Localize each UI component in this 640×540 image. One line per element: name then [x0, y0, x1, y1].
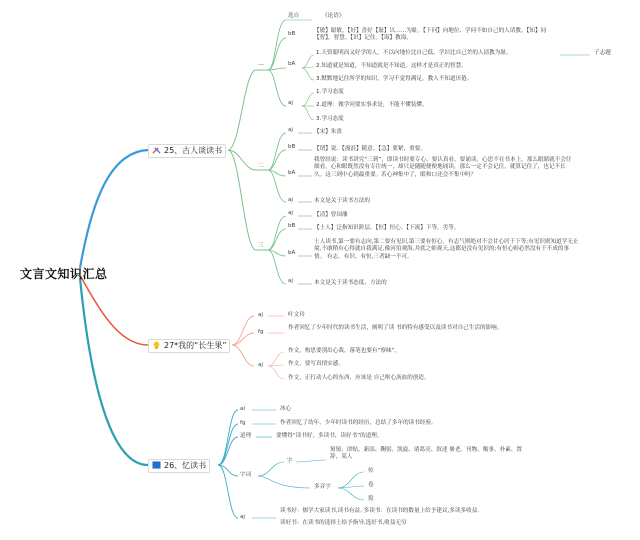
- sec1-analysis-1: 1.学习态度: [316, 89, 344, 95]
- sec3-words: 【士人】泛指知识阶层。【恒】恒心。【下流】下等，劣等。: [314, 225, 460, 231]
- sec3-analysis: 本文是关于读书态度、方法的: [314, 280, 387, 286]
- sec1-analysis-label: aj: [288, 100, 293, 106]
- b26-polyphone-1: 传: [368, 468, 374, 474]
- b26-summary: 作者回忆了幼年、少年时读书的经历，总结了多年的读书经验。: [280, 420, 437, 426]
- sec1-roman: 一: [258, 63, 264, 69]
- b26-r3-label: 道理: [240, 433, 252, 439]
- b27-summary: 作者回忆了少年时代的读书生活，阐明了读 书的特有感受以及读书对自己生活的影响。: [288, 325, 503, 331]
- sec3-meaning: 士人读书,第一要有志向,第二要有见识,第三要有恒心。有志气则绝对不会甘心居于下等;有见识则知道学无止境,不敢稍有心得就自我满足,像河伯观海,井底之蛙观天,这都是没有见识的;有恒心则必然没有干不成的事情。 有志、有识、有恒,三者缺一不可。: [314, 239, 579, 260]
- sec2-meaning-label: bA: [288, 170, 296, 176]
- node-26-recalling-reading[interactable]: [148, 459, 210, 473]
- b26-r2-label: fg: [240, 420, 246, 426]
- sec1-source-label: 选自: [288, 13, 300, 19]
- tools-icon: [152, 146, 161, 154]
- sec2-analysis: 本文是关于读书方法的: [314, 198, 370, 204]
- sec2-words: 【谓】说。【漫浪】随意。【急】要紧，重要。: [314, 146, 426, 152]
- b27-r2-label: fg: [258, 329, 264, 335]
- node-26-label: 26、忆读书: [164, 461, 207, 470]
- sec2-meaning: 我曾经说：读书讲究“三到”，即读书时要专心、要认真看、要诵读。心思不在书本上，那么眼睛就不会仔细看，心和眼既然没有专注统一，却只是随随便便地诵读，那么一定不会记住，就算记住了，也记不长久。这三到中心到最重要。若心神集中了，眼和口还会不集中吗？: [314, 157, 572, 178]
- trunk-27: [80, 275, 148, 345]
- sec2-author-label: aj: [288, 127, 293, 133]
- b26-reading-good-books: 读好书：在读书的选择上给予指导,选好书,收益无穷: [280, 520, 407, 526]
- b26-reading-good: 读书好：儒学大家读书,读书有益, 多读书：在读书的数量上给予建议,多读多收益.: [280, 508, 480, 514]
- sec2-words-label: bB: [288, 144, 296, 150]
- b27-insight-2: 作文，要写真情实感。: [288, 361, 344, 367]
- sec1-source: 《论语》: [322, 13, 345, 19]
- b26-polyphone-label: 多音字: [314, 484, 331, 490]
- b26-principle: 要懂得“读书好，多读书，读好书”的道理。: [276, 433, 383, 439]
- flag-icon: [152, 461, 161, 469]
- b26-char-node: 字: [287, 458, 293, 464]
- sec3-roman: 三: [258, 243, 264, 249]
- node-27-my-longevity-fruit[interactable]: [148, 339, 230, 353]
- b27-r1-label: aj: [258, 312, 263, 318]
- b26-words-label: 字词: [240, 472, 252, 478]
- b27-insight-3: 作文，正打动人心的东西，应该是 自己呕心沥血的创造。: [288, 375, 430, 381]
- sec3-author-label: aj: [288, 210, 293, 216]
- sec1-words: 【敏】聪敏。【好】喜好【耻】以……为耻。【下问】向地位、学问不如自己的人请教。【知】同【智】，智慧。【识】记住。【诲】教诲。: [314, 28, 547, 42]
- sec3-meaning-label: bA: [288, 250, 296, 256]
- bulb-icon: [152, 341, 161, 349]
- node-25-ancient-reading[interactable]: [148, 144, 226, 158]
- sec2-roman: 二: [258, 163, 264, 169]
- sec1-meaning-1-note: 子志题: [594, 50, 611, 56]
- b26-polyphone-2: 卷: [368, 482, 374, 488]
- trunk-25: [80, 150, 148, 268]
- b27-r3-label: aj: [258, 362, 263, 368]
- sec1-meaning-1: 1.天资聪明而又好学的人，不以向地位比自己低、学识比自己差的人请教为耻。: [316, 50, 512, 56]
- b26-author: 冰心: [280, 406, 292, 412]
- node-27-label: 27*我的“长生果”: [164, 341, 227, 350]
- b26-r1-label: al: [240, 406, 245, 412]
- sec1-words-label: bB: [288, 31, 296, 37]
- sec3-analysis-label: aj: [288, 278, 293, 284]
- b27-insight-1: 作文，构思要别出心裁，落笔也要有“察味”。: [288, 348, 401, 354]
- sec3-author: 【清】曾国藩: [314, 212, 348, 218]
- b26-polyphone-3: 鬓: [368, 496, 374, 502]
- sec1-meaning-label: bA: [288, 61, 296, 67]
- node-25-label: 25、古人谈读书: [164, 146, 223, 155]
- sec1-meaning-2: 2.知道就是知道，不知道就是不知道，这样才是真正的智慧。: [316, 63, 467, 69]
- sec1-analysis-2: 2.道理：做学问要实事求是，不能不懂装懂。: [316, 102, 428, 108]
- b26-r5-label: aj: [240, 514, 245, 520]
- sec1-meaning-3: 3.默默地记住所学的知识，学习不觉得满足，教人不知道厌倦。: [316, 76, 473, 82]
- root-title: 文言文知识汇总: [20, 267, 108, 281]
- b26-char-list: 舅舅、津贴、新添、鞠躬、凯旋、诸葛亮、叙述 褒老、刊物、嗡事、朴素、置辞、某人: [330, 447, 522, 461]
- sec1-analysis-3: 3.学习态度: [316, 116, 344, 122]
- sec2-analysis-label: aj: [288, 197, 293, 203]
- sec3-words-label: bB: [288, 223, 296, 229]
- trunk-26: [80, 278, 148, 465]
- sec2-author: 【宋】朱熹: [314, 129, 342, 135]
- b27-author: 叶文玲: [288, 312, 305, 318]
